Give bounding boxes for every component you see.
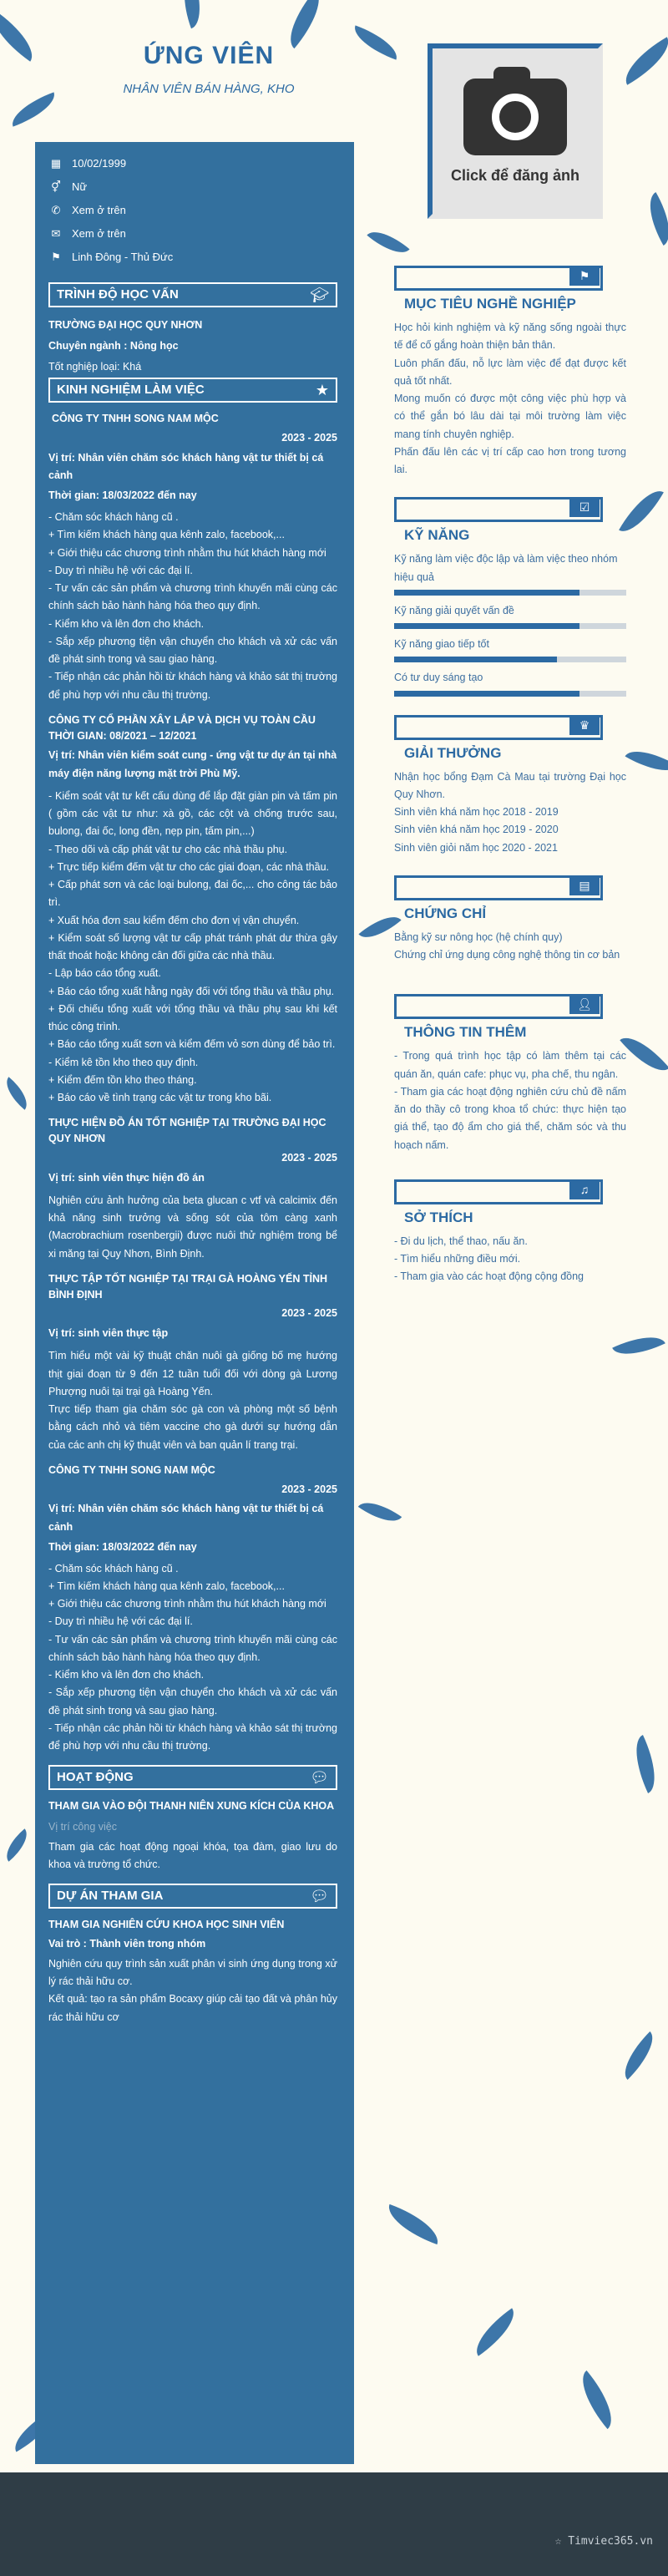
skill-name[interactable]: Kỹ năng làm việc độc lập và làm việc theo nhóm hiệu quả [394, 553, 618, 583]
gender-icon: ⚥ [51, 180, 61, 194]
section-projects-title[interactable]: DỰ ÁN THAM GIA 💬︎ [48, 1884, 337, 1909]
company-name[interactable]: CÔNG TY CỔ PHẦN XÂY LẮP VÀ DỊCH VỤ TOÀN CẦU THỜI GIAN: 08/2021 – 12/2021 [48, 713, 316, 742]
section-skills-title[interactable]: ☑ KỸ NĂNG [394, 497, 626, 550]
phone-icon: ✆ [51, 204, 61, 217]
work-position[interactable]: Vị trí: Nhân viên chăm sóc khách hàng vật tư thiết bị cá cảnh [48, 1503, 324, 1533]
contact-address[interactable]: ⚑ Linh Đông - Thủ Đức [48, 246, 337, 269]
section-education-title[interactable]: TRÌNH ĐỘ HỌC VẤN 🎓︎ [48, 282, 337, 307]
work-desc-line[interactable]: - Tiếp nhận các phản hồi từ khách hàng và khảo sát thị trường để phù hợp với nhu cầu thị trường. [48, 671, 337, 701]
work-time[interactable]: Thời gian: 18/03/2022 đến nay [48, 489, 197, 502]
objective-line[interactable]: Phấn đấu lên các vị trí cấp cao hơn trong tương lai. [394, 445, 626, 475]
experience-item [48, 712, 337, 1108]
major[interactable]: Chuyên ngành : Nông học [48, 339, 179, 352]
skill-name[interactable]: Kỹ năng giao tiếp tốt [394, 638, 489, 650]
user-icon: 👤︎ [569, 996, 600, 1014]
work-desc-line[interactable]: + Giới thiệu các chương trình nhằm thu hút khách hàng mới [48, 546, 326, 559]
section-awards-title[interactable]: ♛ GIẢI THƯỞNG [394, 715, 626, 768]
certificate-line[interactable]: Chứng chỉ ứng dụng công nghệ thông tin cơ bản [394, 949, 620, 961]
section-activities-title[interactable]: HOẠT ĐỘNG 💬︎ [48, 1765, 337, 1790]
work-desc-line[interactable]: - Sắp xếp phương tiện vận chuyển cho khách và xử các vấn đề phát sinh trong và sau giao hàng. [48, 1686, 337, 1716]
work-desc-line[interactable]: - Kiểm soát vật tư kết cấu dùng để lắp đặt giàn pin và tấm pin ( gồm các vật tư như: xà gồ, các cột và chống trước sau, bulong, đai ốc, long đền, nẹp pin, tấm pin,...) [48, 789, 337, 838]
photo-upload-label: Click để đăng ảnh [450, 166, 580, 184]
location-icon: ⚑ [51, 251, 61, 264]
work-desc-line[interactable]: + Tìm kiếm khách hàng qua kênh zalo, facebook,... [48, 1580, 285, 1592]
work-desc-line[interactable]: - Theo dõi và cấp phát vật tư cho các nhà thầu phụ. [48, 843, 288, 855]
music-icon: ♫ [569, 1181, 600, 1199]
company-name[interactable]: CÔNG TY TNHH SONG NAM MỘC [52, 413, 219, 425]
work-desc-line[interactable]: Tìm hiểu một vài kỹ thuật chăn nuôi gà giống bố mẹ hướng thịt giai đoạn từ 9 đến 12 tuần tuổi đối với dòng gà Lương Phượng nuôi tại trại gà Hoàng Yến. [48, 1350, 337, 1397]
skill-level-fill [394, 691, 579, 697]
section-skills [394, 497, 626, 696]
work-date[interactable]: 2023 - 2025 [281, 1151, 337, 1164]
flag-icon: ⚑ [569, 267, 600, 286]
work-desc-line[interactable]: - Lập báo cáo tổng xuất. [48, 967, 161, 980]
skill-name[interactable]: Kỹ năng giải quyết vấn đề [394, 604, 514, 616]
section-objective-title[interactable]: ⚑ MỤC TIÊU NGHỀ NGHIỆP [394, 266, 626, 319]
company-name[interactable]: THỰC TẬP TỐT NGHIỆP TẠI TRẠI GÀ HOÀNG YẾN TỈNH BÌNH ĐỊNH [48, 1272, 327, 1301]
project-name[interactable]: THAM GIA NGHIÊN CỨU KHOA HỌC SINH VIÊN [48, 1919, 285, 1931]
email-icon: ✉ [51, 227, 61, 241]
objective-line[interactable]: Luôn phấn đấu, nỗ lực làm việc để đạt được kết quả tốt nhất. [394, 357, 626, 387]
activity-desc[interactable]: Tham gia các hoạt động ngoại khóa, tọa đàm, giao lưu do khoa và trường tổ chức. [48, 1840, 337, 1870]
work-desc-line[interactable]: + Cấp phát sơn và các loại bulong, đai ốc,... cho công tác bảo trì. [48, 879, 337, 909]
work-date[interactable]: 2023 - 2025 [281, 432, 337, 444]
work-desc-line[interactable]: - Duy trì nhiều hệ với các đại lí. [48, 564, 193, 576]
work-desc-line[interactable]: + Báo cáo tổng xuất hằng ngày đối với tổng thầu và thầu phụ. [48, 985, 335, 997]
hobby-line[interactable]: - Tìm hiểu những điều mới. [394, 1253, 521, 1265]
work-position[interactable]: Vị trí: Nhân viên kiểm soát cung - ứng vật tư dự án tại nhà máy điện năng lượng mặt trời Phù Mỹ. [48, 749, 337, 779]
experience-item [48, 1463, 337, 1756]
contact-email[interactable]: ✉ Xem ở trên [48, 222, 337, 246]
experience-item [48, 411, 337, 704]
work-desc-line[interactable]: - Kiểm kho và lên đơn cho khách. [48, 617, 205, 630]
work-desc-line[interactable]: - Kiểm kê tồn kho theo quy định. [48, 1056, 199, 1068]
work-desc-line[interactable]: + Kiểm soát số lượng vật tư cấp phát tránh phát dư thừa gây thất thoát hoặc không cân đối giữa các nhà thầu. [48, 931, 337, 961]
section-experience-title[interactable]: KINH NGHIỆM LÀM VIỆC ★ [48, 378, 337, 403]
work-desc-line[interactable]: - Sắp xếp phương tiện vận chuyển cho khách và xử các vấn đề phát sinh trong và sau giao hàng. [48, 635, 337, 665]
hobby-line[interactable]: - Tham gia vào các hoạt động cộng đồng [394, 1270, 584, 1283]
trophy-icon: ♛ [569, 717, 600, 735]
work-desc-line[interactable]: - Tư vấn các sản phẩm và chương trình khuyến mãi cùng các chính sách bảo hành hàng hóa theo quy định. [48, 1633, 337, 1663]
contact-gender[interactable]: ⚥ Nữ [48, 175, 337, 199]
objective-line[interactable]: Mong muốn có được một công việc phù hợp và có thể gắn bó lâu dài tại môi trường làm việc mang tính chuyên nghiệp. [394, 393, 626, 440]
work-desc-line[interactable]: - Duy trì nhiều hệ với các đại lí. [48, 1615, 193, 1628]
work-date[interactable]: 2023 - 2025 [281, 1483, 337, 1495]
skill-item [394, 669, 626, 696]
section-certificates-title[interactable]: ▤ CHỨNG CHỈ [394, 875, 626, 929]
activity-position[interactable]: Vị trí công việc [48, 1821, 117, 1833]
work-desc-line[interactable]: - Chăm sóc khách hàng cũ . [48, 1562, 179, 1575]
section-hobbies-title[interactable]: ♫ SỞ THÍCH [394, 1179, 626, 1233]
experience-list [48, 411, 337, 1755]
work-desc-line[interactable]: + Đối chiếu tổng xuất với tổng thầu và thầu phụ sau khi kết thúc công trình. [48, 1002, 337, 1032]
work-date[interactable]: 2023 - 2025 [281, 1307, 337, 1320]
work-desc-line[interactable]: - Tiếp nhận các phản hồi từ khách hàng và khảo sát thị trường để phù hợp với nhu cầu thị trường. [48, 1722, 337, 1752]
contact-list [48, 152, 337, 269]
contact-phone[interactable]: ✆ Xem ở trên [48, 199, 337, 222]
skill-level-bar [394, 590, 626, 596]
certificate-line[interactable]: Bằng kỹ sư nông học (hệ chính quy) [394, 931, 563, 943]
section-certificates [394, 875, 626, 965]
company-name[interactable]: THỰC HIỆN ĐỒ ÁN TỐT NGHIỆP TẠI TRƯỜNG ĐẠI HỌC QUY NHƠN [48, 1117, 326, 1144]
skill-level-bar [394, 623, 626, 629]
section-awards [394, 715, 626, 857]
checkbox-icon: ☑ [569, 499, 600, 517]
camera-icon [463, 79, 567, 155]
section-objective [394, 266, 626, 479]
work-desc-line[interactable]: - Chăm sóc khách hàng cũ . [48, 511, 179, 523]
watermark: ☆ Timviec365.vn [554, 2535, 653, 2548]
skill-level-bar [394, 657, 626, 662]
award-line[interactable]: Nhận học bổng Đạm Cà Mau tại trường Đại học Quy Nhơn. [394, 770, 626, 800]
school-name[interactable]: TRƯỜNG ĐẠI HỌC QUY NHƠN [48, 319, 203, 331]
skill-name[interactable]: Có tư duy sáng tạo [394, 672, 483, 684]
skill-item [394, 550, 626, 596]
work-position[interactable]: Vị trí: sinh viên thực hiện đồ án [48, 1171, 205, 1184]
job-title[interactable]: NHÂN VIÊN BÁN HÀNG, KHO [123, 82, 295, 96]
skill-item [394, 636, 626, 662]
work-desc-line[interactable]: + Trực tiếp kiểm đếm vật tư cho các giai đoạn, các nhà thầu. [48, 860, 330, 873]
skill-level-fill [394, 590, 579, 596]
skill-item [394, 602, 626, 629]
candidate-name[interactable]: ỨNG VIÊN [143, 42, 275, 69]
objective-line[interactable]: Học hỏi kinh nghiệm và kỹ năng sống ngoài thực tế để cố gắng hoàn thiện bản thân. [394, 322, 626, 352]
project-line[interactable]: Nghiên cứu quy trình sản xuất phân vi sinh ứng dụng trong xử lý rác thải hữu cơ. [48, 1957, 337, 1987]
work-desc-line[interactable]: + Báo cáo về tình trạng các vật tư trong kho bãi. [48, 1092, 272, 1103]
contact-birthday[interactable]: ▦ 10/02/1999 [48, 152, 337, 175]
award-line[interactable]: Sinh viên giỏi năm học 2020 - 2021 [394, 841, 558, 854]
chat-bubble-icon: 💬︎ [310, 1887, 329, 1904]
chat-icon: 💬︎ [310, 1768, 329, 1786]
work-desc-line[interactable]: + Giới thiệu các chương trình nhằm thu hút khách hàng mới [48, 1598, 326, 1610]
extra-line[interactable]: - Trong quá trình học tập có làm thêm tại các quán ăn, quán cafe: phục vụ, pha chế, thu ngân. [394, 1050, 626, 1080]
section-hobbies [394, 1179, 626, 1286]
section-extra-info-title[interactable]: 👤︎ THÔNG TIN THÊM [394, 994, 626, 1047]
experience-item [48, 1115, 337, 1263]
work-desc-line[interactable]: + Báo cáo tổng xuất sơn và kiểm đếm vỏ sơn dùng để bảo trì. [48, 1038, 336, 1051]
photo-upload[interactable] [428, 43, 603, 219]
skill-level-fill [394, 657, 557, 662]
work-time[interactable]: Thời gian: 18/03/2022 đến nay [48, 1540, 197, 1553]
experience-item [48, 1271, 337, 1454]
graduation-grade[interactable]: Tốt nghiệp loại: Khá [48, 360, 142, 373]
extra-line[interactable]: - Tham gia các hoạt động nghiên cứu chủ đề nấm ăn do thầy cô trong khoa tổ chức: thực hiện tạo giá thể, tạo độ ẩm cho giá thể, chăm sóc và thu hoạch nấm. [394, 1085, 626, 1151]
award-line[interactable]: Sinh viên khá năm học 2018 - 2019 [394, 806, 559, 818]
star-icon: ★ [315, 381, 329, 398]
award-line[interactable]: Sinh viên khá năm học 2019 - 2020 [394, 824, 559, 836]
activity-org[interactable]: THAM GIA VÀO ĐỘI THANH NIÊN XUNG KÍCH CỦA KHOA [48, 1800, 335, 1813]
company-name[interactable]: CÔNG TY TNHH SONG NAM MỘC [48, 1463, 215, 1476]
page-footer [0, 2472, 668, 2576]
work-desc-line[interactable]: Nghiên cứu ảnh hưởng của beta glucan c vtf và calcimix đến khả năng sinh trưởng và sống sót của tôm càng xanh (Macrobrachium rosenbergii) được nuôi thử nghiệm trong bể xi măng tại Quy Nhơn, Bình Định. [48, 1194, 337, 1260]
skills-list [394, 550, 626, 696]
work-desc-line[interactable]: + Tìm kiếm khách hàng qua kênh zalo, facebook,... [48, 529, 285, 541]
work-position[interactable]: Vị trí: Nhân viên chăm sóc khách hàng vật tư thiết bị cá cảnh [48, 451, 324, 481]
work-desc-line[interactable]: - Tư vấn các sản phẩm và chương trình khuyến mãi cùng các chính sách bảo hành hàng hóa theo quy định. [48, 582, 337, 612]
work-desc-line[interactable]: - Kiểm kho và lên đơn cho khách. [48, 1669, 205, 1681]
calendar-icon: ▦ [50, 157, 62, 170]
work-position[interactable]: Vị trí: sinh viên thực tập [48, 1327, 169, 1339]
section-extra-info [394, 994, 626, 1154]
work-desc-line[interactable]: Trực tiếp tham gia chăm sóc gà con và phòng một số bệnh bằng cách nhỏ và tiêm vaccine cho gà dưới sự hướng dẫn của các anh chị kỹ thuật viên và ban quản lí trang trại. [48, 1403, 337, 1451]
work-desc-line[interactable]: + Xuất hóa đơn sau kiểm đếm cho đơn vị vận chuyển. [48, 914, 300, 926]
left-column [35, 142, 354, 2464]
skill-level-bar [394, 691, 626, 697]
book-icon: ▤ [569, 877, 600, 895]
hobby-line[interactable]: - Đi du lịch, thể thao, nấu ăn. [394, 1235, 528, 1247]
project-role[interactable]: Vai trò : Thành viên trong nhóm [48, 1938, 206, 1950]
skill-level-fill [394, 623, 579, 629]
work-desc-line[interactable]: + Kiểm đếm tồn kho theo tháng. [48, 1073, 197, 1086]
graduation-cap-icon: 🎓︎ [310, 286, 329, 303]
right-column [394, 266, 626, 1305]
project-line[interactable]: Kết quả: tạo ra sản phẩm Bocaxy giúp cải tạo đất và phân hủy rác thải hữu cơ [48, 1993, 337, 2023]
cv-header [33, 42, 384, 96]
